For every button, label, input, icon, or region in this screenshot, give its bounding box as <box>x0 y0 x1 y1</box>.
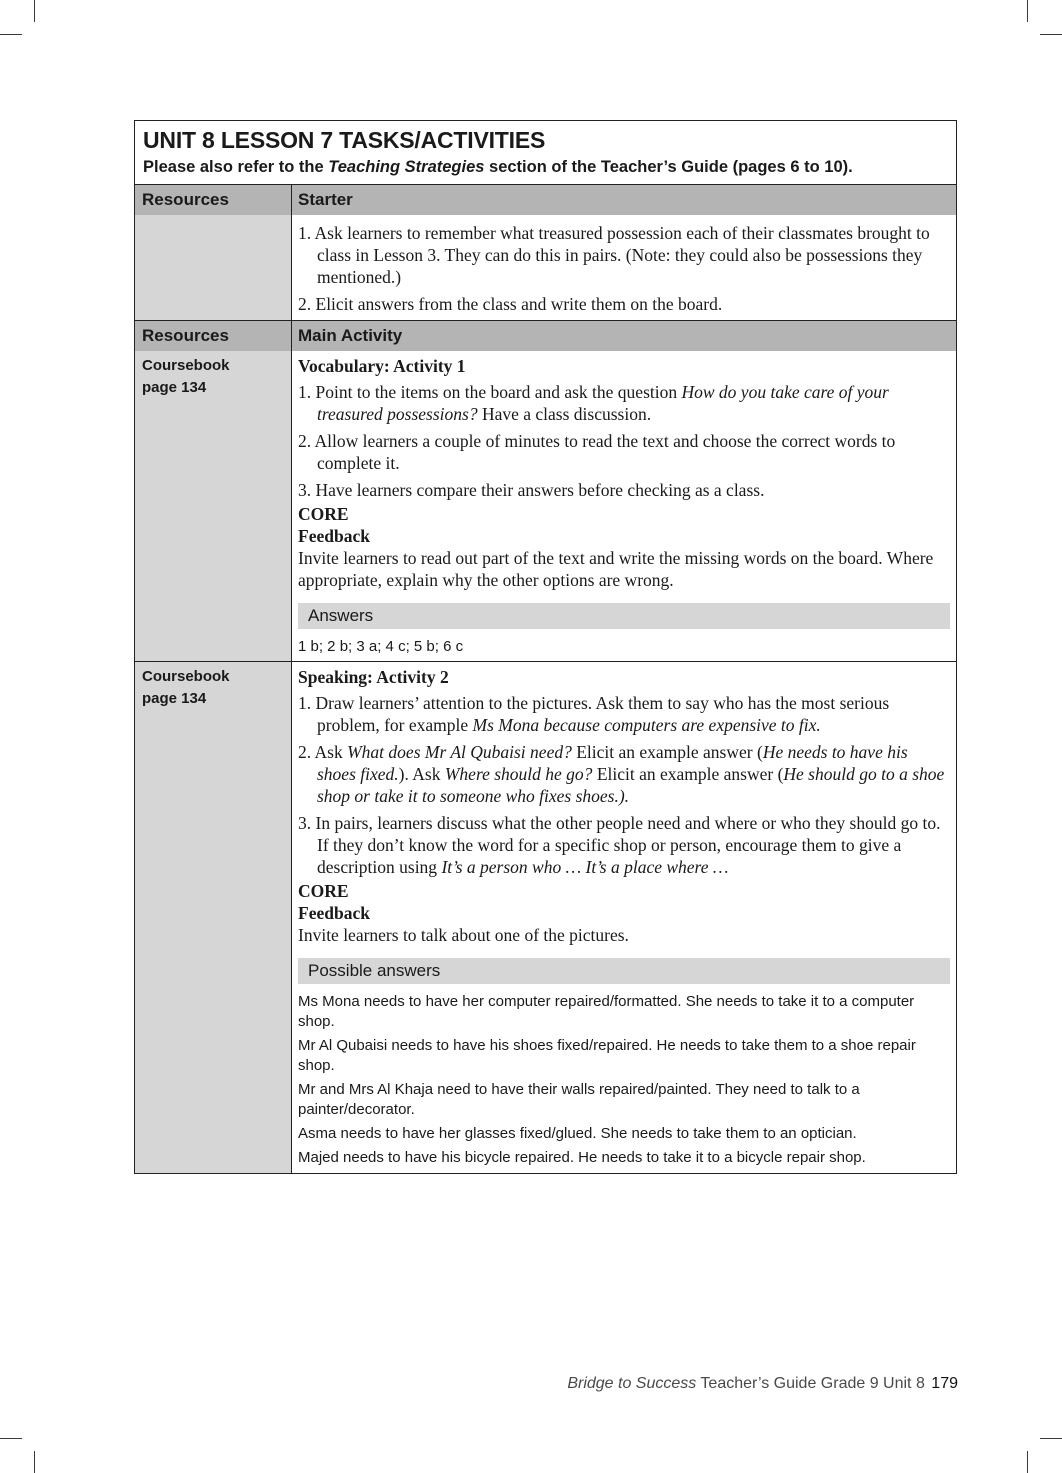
title-block <box>135 121 956 185</box>
page-footer <box>567 1375 958 1393</box>
resource-page: page 134 <box>142 379 207 396</box>
possible-answer: Ms Mona needs to have her computer repaired/formatted. She needs to take it to a computer shop. <box>298 993 915 1030</box>
answers-text: 1 b; 2 b; 3 a; 4 c; 5 b; 6 c <box>298 638 464 655</box>
crop-mark <box>1027 1451 1028 1473</box>
starter-header-row <box>135 185 956 215</box>
resource-coursebook: Coursebook <box>142 668 230 685</box>
activity-step: 2. Allow learners a couple of minutes to read the text and choose the correct words to complete it. <box>298 431 896 473</box>
possible-answer: Mr Al Qubaisi needs to have his shoes fixed/repaired. He needs to take them to a shoe repair shop. <box>298 1037 916 1074</box>
core-label: CORE <box>298 504 349 524</box>
feedback-label: Feedback <box>298 903 370 923</box>
answers-label: Answers <box>298 603 950 629</box>
possible-answer: Asma needs to have her glasses fixed/glued. She needs to take them to an optician. <box>298 1125 857 1142</box>
crop-mark <box>1027 0 1028 22</box>
possible-answer: Mr and Mrs Al Khaja need to have their walls repaired/painted. They need to talk to a painter/decorator. <box>298 1081 860 1118</box>
activity1-content <box>292 351 956 661</box>
main-activity-header: Main Activity <box>292 321 956 351</box>
crop-mark <box>1040 34 1062 35</box>
activity2-row <box>135 661 956 1173</box>
possible-answers-label: Possible answers <box>298 958 950 984</box>
activity1-row <box>135 351 956 661</box>
lesson-plan-table <box>134 120 957 1174</box>
page-number: 179 <box>931 1375 958 1392</box>
resources-header: Resources <box>135 321 292 351</box>
starter-row <box>135 215 956 320</box>
starter-step: 2. Elicit answers from the class and write them on the board. <box>298 294 723 314</box>
page-title: UNIT 8 LESSON 7 TASKS/ACTIVITIES <box>143 127 546 153</box>
core-label: CORE <box>298 881 349 901</box>
activity2-content <box>292 662 956 1173</box>
activity-step: 1. Draw learners’ attention to the pictures. Ask them to say who has the most serious problem, for example Ms Mona because computers are expensive to fix. <box>298 693 890 735</box>
crop-mark <box>0 34 22 35</box>
resource-page: page 134 <box>142 690 207 707</box>
main-header-row <box>135 320 956 351</box>
crop-mark <box>34 0 35 22</box>
subtitle-text-end: section of the Teacher’s Guide (pages 6 to 10). <box>484 158 853 176</box>
starter-step: 1. Ask learners to remember what treasured possession each of their classmates brought to class in Lesson 3. They can do this in pairs. (Note: they could also be possessions they mentioned.) <box>298 223 930 287</box>
resources-cell <box>135 351 292 661</box>
starter-content <box>292 215 956 320</box>
activity-heading: Vocabulary: Activity 1 <box>298 356 466 376</box>
possible-answer: Majed needs to have his bicycle repaired. He needs to take it to a bicycle repair shop. <box>298 1149 866 1166</box>
crop-mark <box>1040 1438 1062 1439</box>
feedback-text: Invite learners to read out part of the text and write the missing words on the board. Where appropriate, explain why the other options are wrong. <box>298 548 934 590</box>
footer-text: Teacher’s Guide Grade 9 Unit 8 <box>696 1375 930 1392</box>
crop-mark <box>34 1451 35 1473</box>
starter-header: Starter <box>292 185 956 215</box>
subtitle-italic: Teaching Strategies <box>328 158 485 176</box>
resources-header: Resources <box>135 185 292 215</box>
resources-cell <box>135 662 292 1173</box>
activity-step: 2. Ask What does Mr Al Qubaisi need? Elicit an example answer (He needs to have his shoes fixed.). Ask Where should he go? Elicit an example answer (He should go to a shoe shop or take it to someone who fixes shoes.). <box>298 742 945 806</box>
feedback-text: Invite learners to talk about one of the pictures. <box>298 925 629 945</box>
resource-coursebook: Coursebook <box>142 357 230 374</box>
activity-step: 3. In pairs, learners discuss what the other people need and where or who they should go to. If they don’t know the word for a specific shop or person, encourage them to give a description using It’s a person who … It’s a place where … <box>298 813 941 877</box>
feedback-label: Feedback <box>298 526 370 546</box>
subtitle-text: Please also refer to the <box>143 158 329 176</box>
resources-cell <box>135 215 292 320</box>
crop-mark <box>0 1438 22 1439</box>
activity-step: 3. Have learners compare their answers before checking as a class. <box>298 480 765 500</box>
page-subtitle <box>143 156 948 178</box>
activity-heading: Speaking: Activity 2 <box>298 667 449 687</box>
activity-step: 1. Point to the items on the board and ask the question How do you take care of your treasured possessions? Have a class discussion. <box>298 382 889 424</box>
footer-book-title: Bridge to Success <box>567 1375 697 1392</box>
